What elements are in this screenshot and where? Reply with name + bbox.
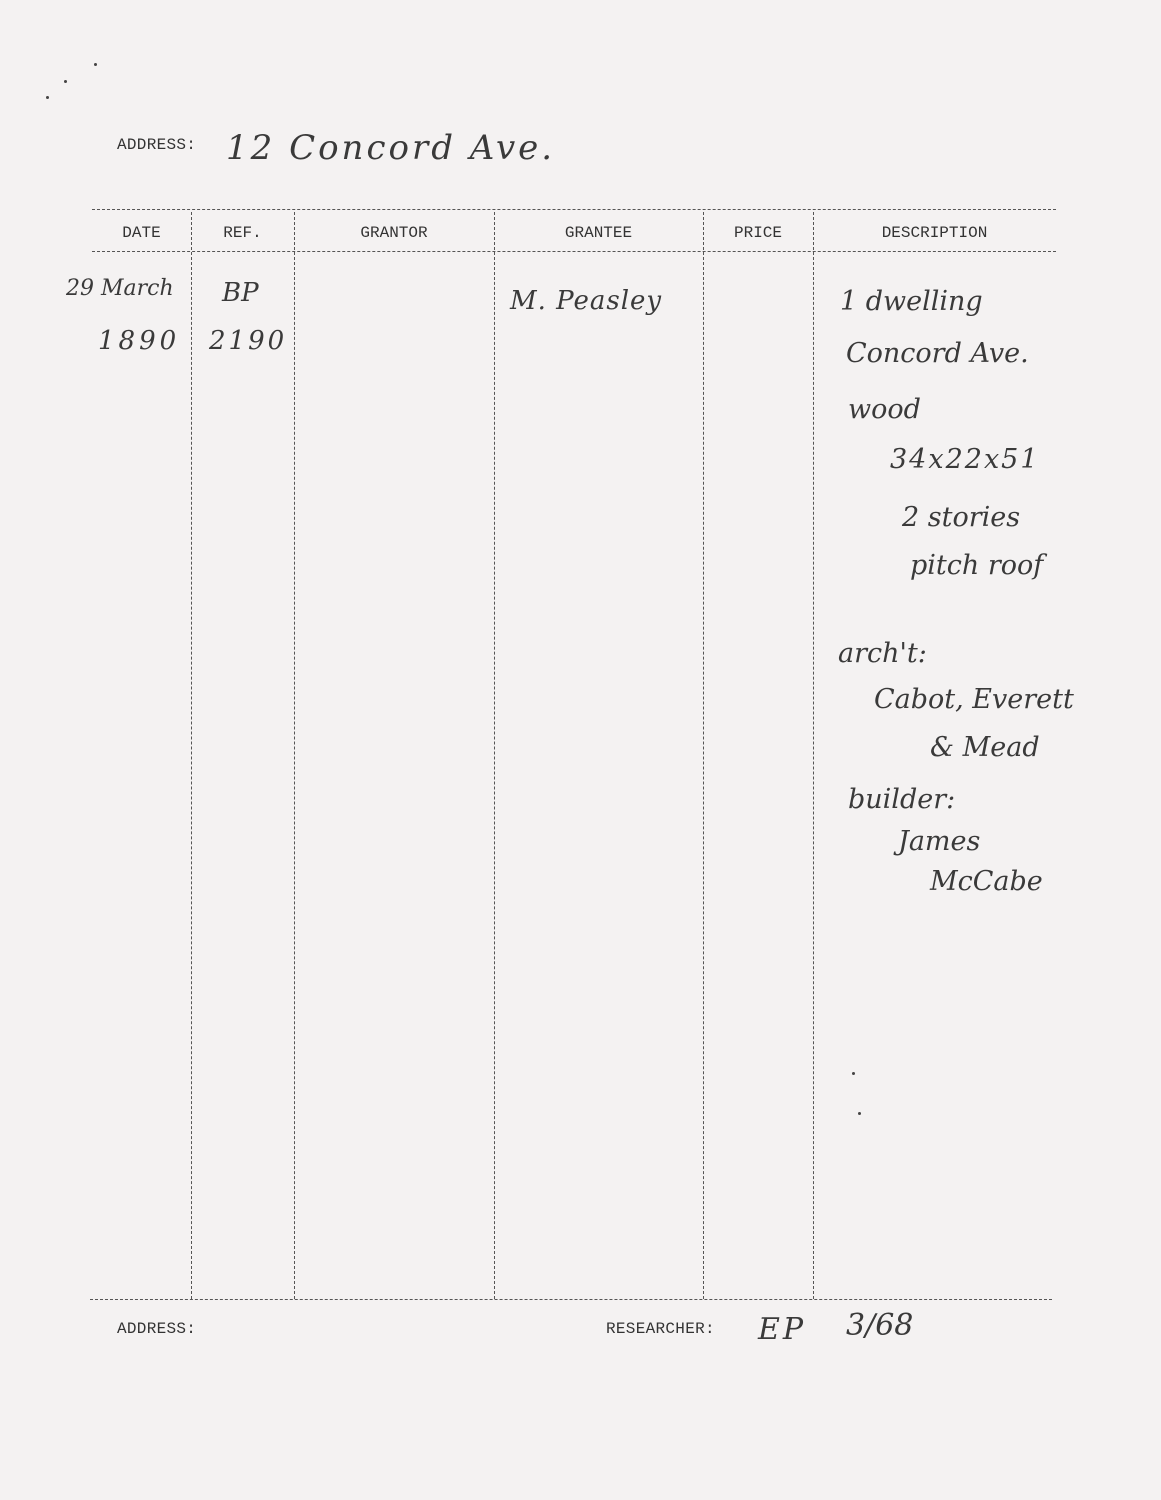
address-label: ADDRESS: [117, 136, 197, 154]
column-divider [294, 212, 295, 1299]
ink-speck [46, 96, 49, 99]
date-year: 1890 [98, 326, 181, 356]
researcher-date: 3/68 [846, 1308, 914, 1343]
footer-address-label: ADDRESS: [117, 1320, 197, 1338]
column-header-grantee: GRANTEE [564, 224, 633, 242]
grantee-name: M. Peasley [510, 286, 663, 316]
description-line: 1 dwelling [840, 286, 983, 317]
column-header-grantor: GRANTOR [360, 224, 428, 242]
description-line: builder: [848, 784, 956, 815]
ink-speck [64, 80, 67, 83]
column-header-price: PRICE [733, 224, 782, 242]
researcher-label: RESEARCHER: [606, 1320, 715, 1338]
ref-book: BP [222, 278, 259, 308]
column-divider [494, 212, 495, 1299]
ink-speck [858, 1112, 861, 1115]
description-line: 34x22x51 [890, 444, 1040, 475]
description-line: Concord Ave. [846, 338, 1029, 369]
ref-number: 2190 [209, 326, 288, 356]
researcher-initials: EP [758, 1312, 807, 1347]
description-line: 2 stories [902, 502, 1021, 533]
description-line: McCabe [930, 866, 1043, 897]
column-header-date: DATE [122, 224, 161, 242]
table-header-rule [92, 251, 1056, 252]
description-line: & Mead [930, 732, 1040, 763]
date-day-month: 29 March [66, 276, 174, 301]
description-line: wood [848, 394, 921, 425]
description-line: arch't: [838, 638, 927, 669]
table-top-rule [92, 209, 1056, 210]
description-line: Cabot, Everett [874, 684, 1074, 715]
table-bottom-rule [90, 1299, 1052, 1300]
description-line: James [898, 826, 981, 857]
column-divider [813, 212, 814, 1299]
ink-speck [94, 63, 97, 66]
column-divider [703, 212, 704, 1299]
description-line: pitch roof [910, 550, 1044, 581]
column-header-description: DESCRIPTION [881, 224, 988, 242]
address-value: 12 Concord Ave. [226, 128, 556, 168]
column-divider [191, 212, 192, 1299]
column-header-ref: REF. [223, 224, 262, 242]
ink-speck [852, 1072, 855, 1075]
